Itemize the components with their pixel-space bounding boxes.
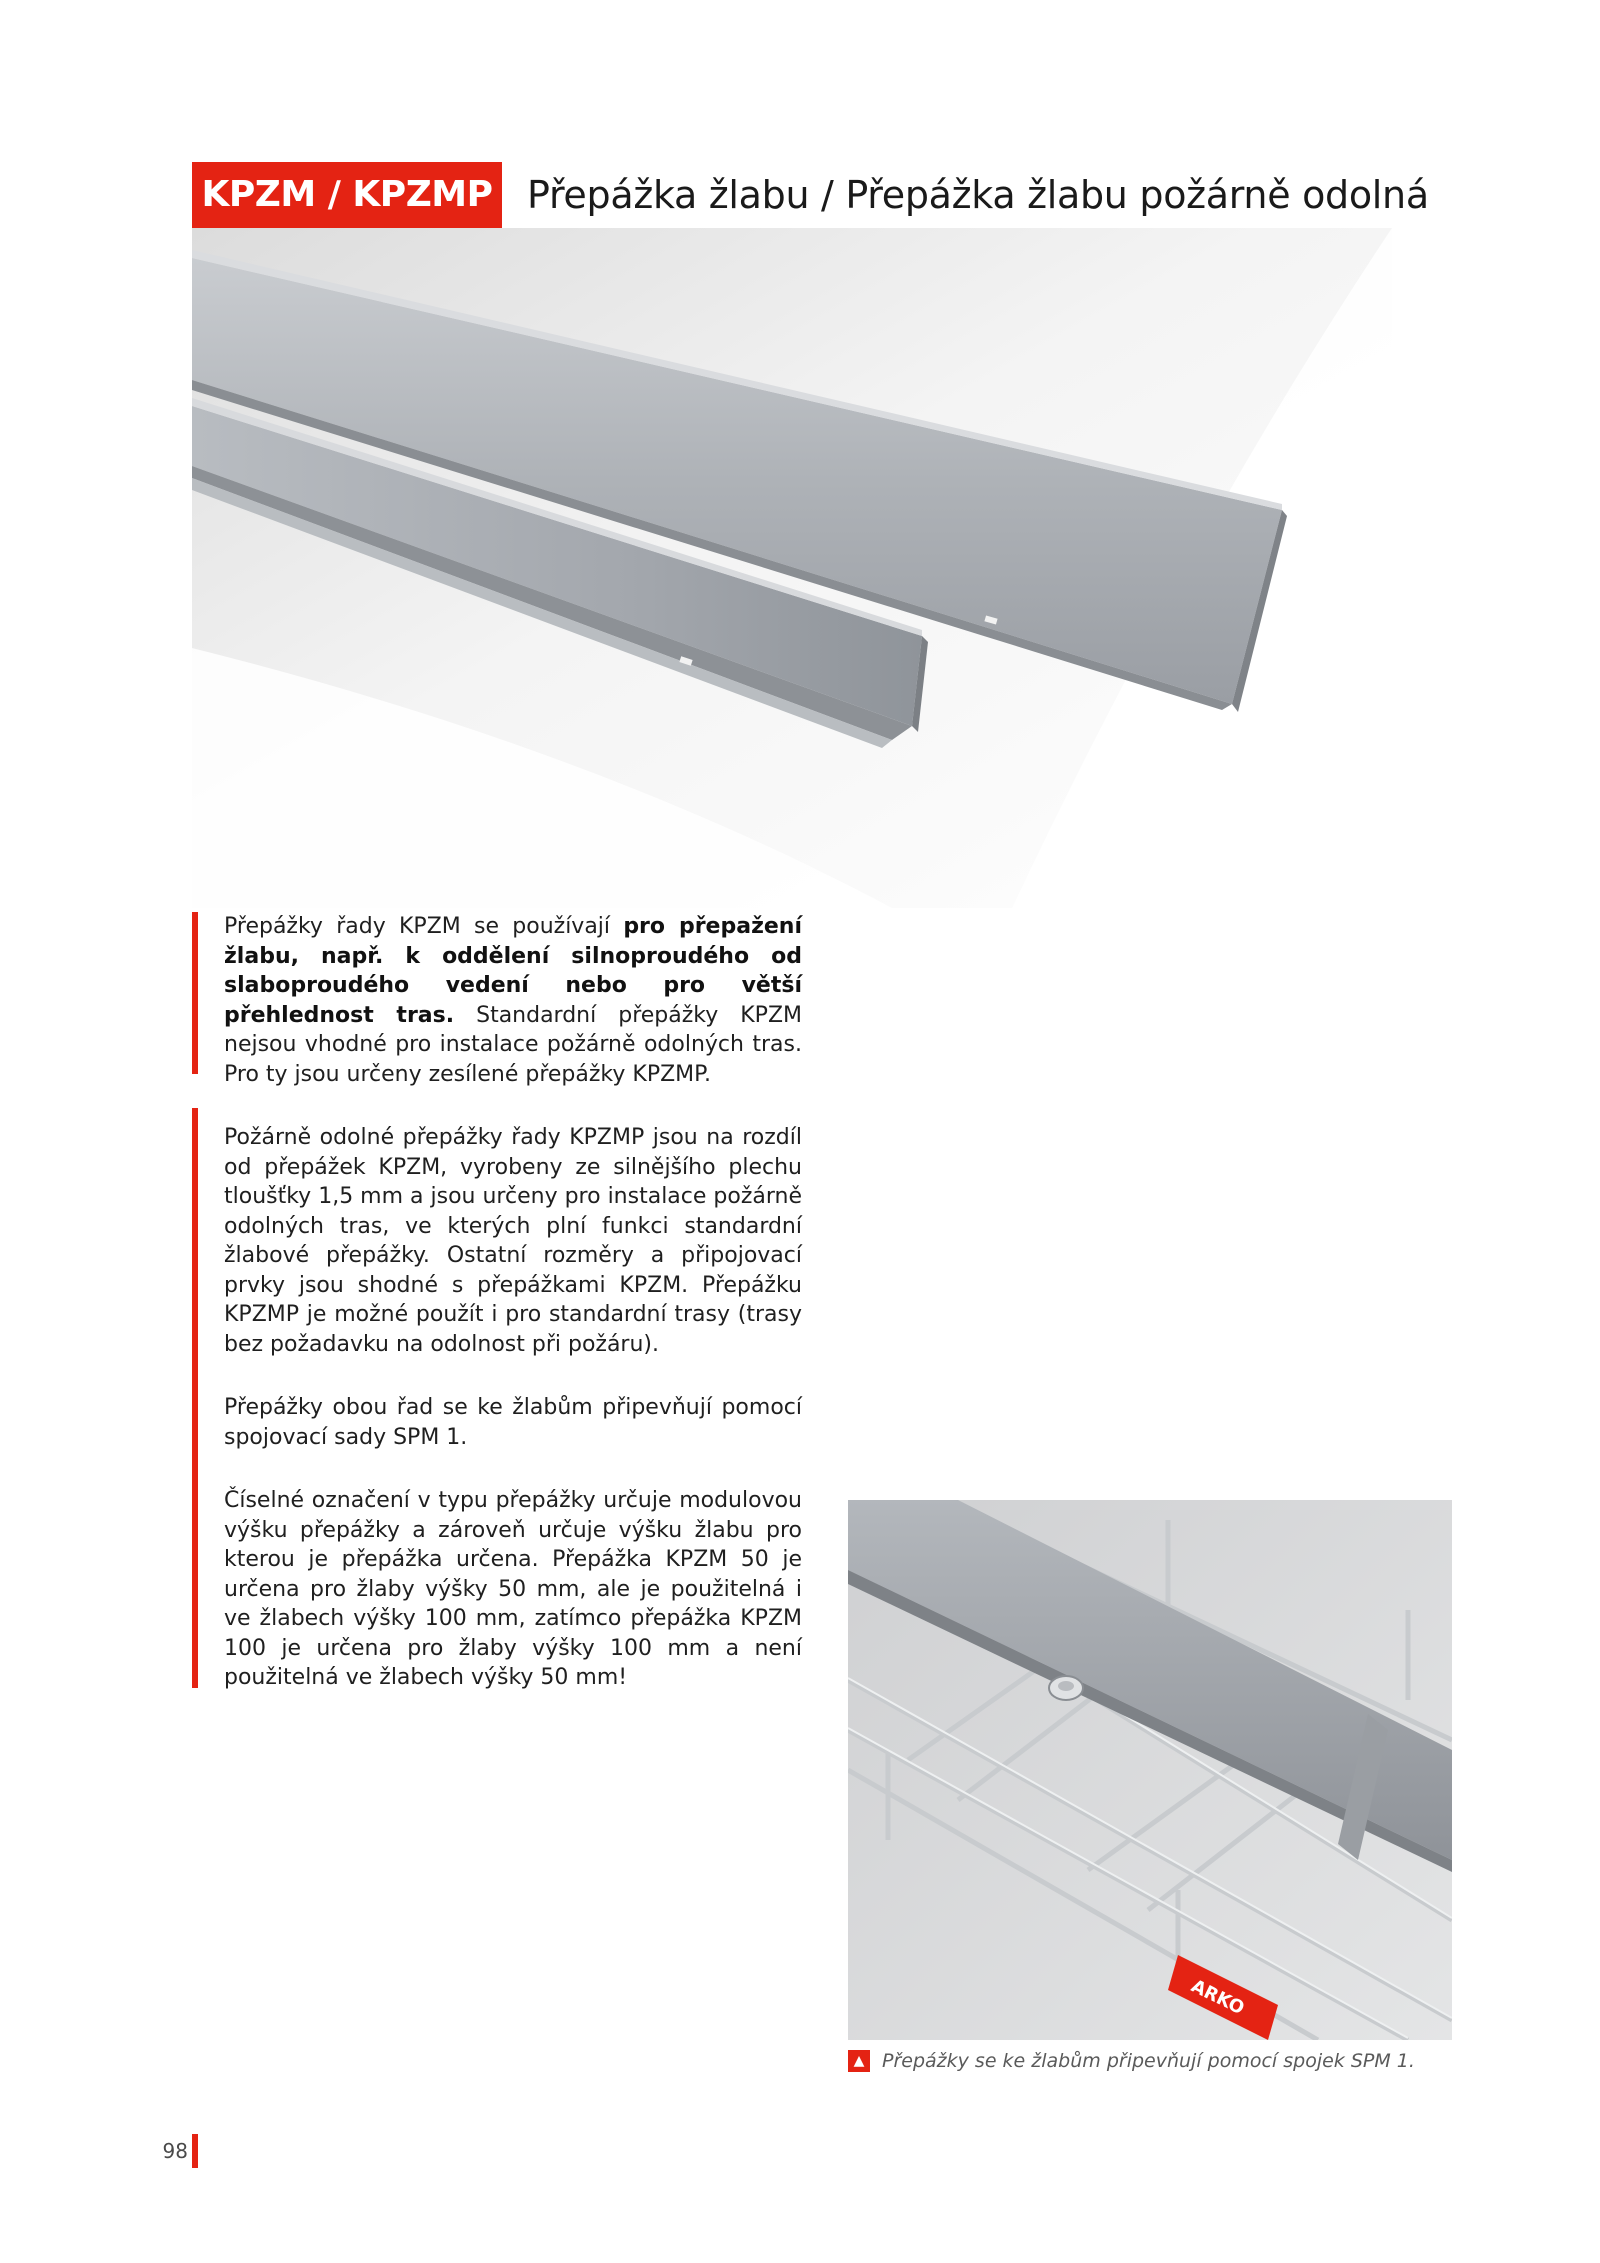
page-title: Přepážka žlabu / Přepážka žlabu požárně odolná <box>527 173 1429 217</box>
highlighted-text: pro přepažení žlabu, např. k oddělení silnoproudého od slaboproudého vedení nebo pro větší přehlednost tras. <box>224 914 803 1028</box>
paragraph-mounting: Přepážky obou řad se ke žlabům připevňují pomocí spojovací sady SPM 1. <box>224 1395 802 1450</box>
product-hero-image <box>192 228 1392 908</box>
installation-photo <box>848 1500 1452 2040</box>
paragraph-fire-resistant: Požárně odolné přepážky řady KPZMP jsou na rozdíl od přepážek KPZM, vyrobeny ze silnějšího plechu tloušťky 1,5 mm a jsou určeny pro instalace požárně odolných tras, ve kterých plní funkci standardní žlabové přepážky. Ostatní rozměry a připojovací prvky jsou shodné s přepážkami KPZM. Přepážku KPZMP je možné použít i pro standardní trasy (trasy bez požadavku na odolnost při požáru). <box>224 1125 802 1357</box>
page-number-accent <box>192 2134 198 2168</box>
photo-caption <box>848 2046 1415 2076</box>
section-accent-bar-2 <box>192 1108 198 1688</box>
chevron-up-icon: ▲ <box>848 2050 870 2072</box>
section-accent-bar-1 <box>192 912 198 1074</box>
paragraph-usage: Přepážky řady KPZM se používají pro přepažení žlabu, např. k oddělení silnoproudého od slaboproudého vedení nebo pro větší přehlednost tras. Standardní přepážky KPZM nejsou vhodné pro instalace požárně odolných tras. Pro ty jsou určeny zesílené přepážky KPZMP. <box>224 914 803 1087</box>
paragraph-numbering: Číselné označení v typu přepážky určuje modulovou výšku přepážky a zároveň určuje výšku žlabu pro kterou je přepážka určena. Přepážka KPZM 50 je určena pro žlaby výšky 50 mm, ale je použitelná i ve žlabech výšky 100 mm, zatímco přepážka KPZM 100 je určena pro žlaby výšky 100 mm a není použitelná ve žlabech výšky 50 mm! <box>224 1488 802 1690</box>
product-code-badge: KPZM / KPZMP <box>192 162 502 228</box>
brand-label: ARKO <box>1187 1975 1248 2020</box>
page-number: 98 <box>162 2139 188 2163</box>
description-text <box>224 912 802 1727</box>
caption-text: Přepážky se ke žlabům připevňují pomocí spojek SPM 1. <box>882 2050 1415 2072</box>
